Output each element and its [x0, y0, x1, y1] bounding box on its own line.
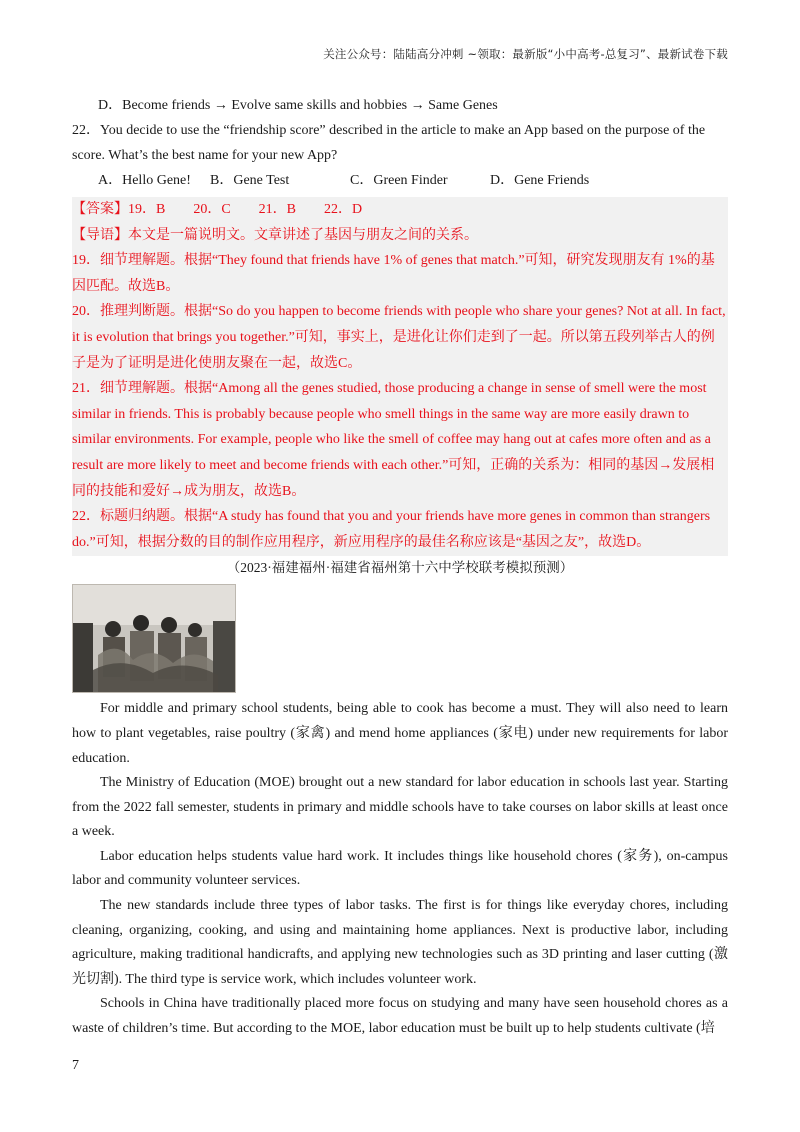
q22-options — [72, 168, 728, 193]
answer-q21: 21．细节理解题。根据“Among all the genes studied, those producing a change in sense of smell were the most similar in friends. This is probably because people who smell things in the same way are more easily drawn to similar environments. For example, people who like the smell of coffee may hang out at cafes more often and as a result are more likely to meet and become friends with each other.”可知，正确的关系为：相同的基因→发展相同的技能和爱好→成为朋友，故选B。 — [72, 381, 715, 499]
page-content — [72, 93, 728, 1042]
passage-paragraph: For middle and primary school students, being able to cook has become a must. They will also need to learn how to plant vegetables, raise poultry (家禽) and mend home appliances (家电) under new requirements for labor education. — [72, 701, 728, 766]
answer-intro: 【导语】本文是一篇说明文。文章讲述了基因与朋友之间的关系。 — [72, 227, 478, 243]
q22-option-a: A．Hello Gene! — [98, 173, 191, 188]
passage — [72, 697, 728, 1041]
answer-explanation-box — [72, 197, 728, 556]
passage-paragraph: The Ministry of Education (MOE) brought out a new standard for labor education in schools last year. Starting from the 2022 fall semester, students in primary and middle schools have to take courses on labor skills at least once a week. — [72, 775, 728, 840]
q22-option-c: C．Green Finder — [350, 173, 448, 188]
passage-paragraph: The new standards include three types of labor tasks. The first is for things like everyday chores, including cleaning, organizing, cooking, and using and maintaining home appliances. Next is productive labor, including agriculture, making traditional handicrafts, and applying new technologies such as 3D printing and laser cutting (激光切割). The third type is service work, which includes volunteer work. — [72, 898, 728, 987]
students-photo — [72, 584, 236, 693]
q21-option-d: D．Become friends → Evolve same skills and hobbies → Same Genes — [98, 98, 498, 113]
answer-q22: 22．标题归纳题。根据“A study has found that you and your friends have more genes in common than strangers do.”可知，根据分数的目的制作应用程序，新应用程序的最佳名称应该是“基因之友”，故选D。 — [72, 509, 711, 550]
passage-paragraph: Labor education helps students value hard work. It includes things like household chores (家务), on-campus labor and community volunteer services. — [72, 848, 728, 889]
answer-key: 【答案】19．B 20．C 21．B 22．D — [72, 202, 363, 217]
q22-question: 22．You decide to use the “friendship score” described in the article to make an App based on the purpose of the score. What’s the best name for your new App? — [72, 123, 706, 163]
q22-option-d: D．Gene Friends — [490, 173, 590, 188]
passage-source: （2023·福建福州·福建省福州第十六中学校联考模拟预测） — [226, 560, 574, 576]
answer-q20: 20．推理判断题。根据“So do you happen to become friends with people who share your genes? Not at all. In fact, it is evolution that brings you together.”可知，事实上，是进化让你们走到了一起。所以第五段列举古人的例子是为了证明是进化使朋友聚在一起，故选C。 — [72, 304, 726, 371]
page-header: 关注公众号：陆陆高分冲刺 ~领取：最新版“小中高考-总复习”、最新试卷下载 — [323, 47, 728, 61]
page-number: 7 — [72, 1058, 79, 1073]
answer-q19: 19．细节理解题。根据“They found that friends have 1% of genes that match.”可知，研究发现朋友有 1%的基因匹配。故选B。 — [72, 253, 715, 294]
q22-option-b: B．Gene Test — [210, 173, 290, 188]
passage-paragraph: Schools in China have traditionally placed more focus on studying and many have seen household chores as a waste of children’s time. But according to the MOE, labor education must be built up to help students cultivate (培 — [72, 996, 728, 1037]
